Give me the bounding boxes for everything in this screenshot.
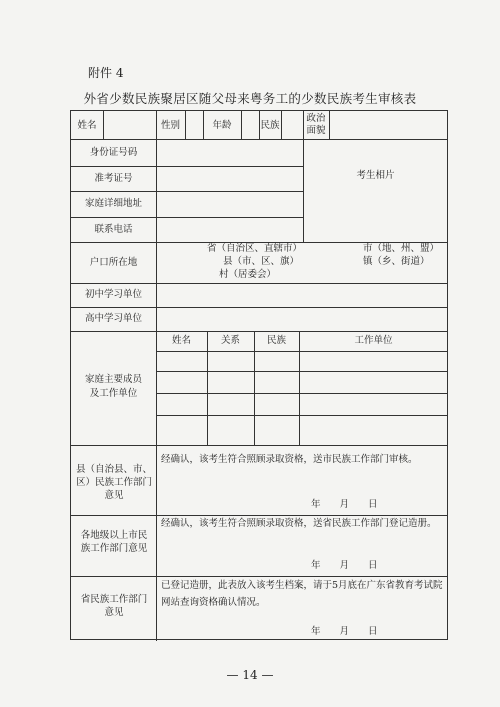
province-review-label: 省民族工作部门意见 [80, 594, 148, 618]
family-label-1: 家庭主要成员 [84, 374, 142, 385]
family-label-2: 及工作单位 [89, 388, 138, 399]
senior-school-label: 高中学习单位 [84, 313, 142, 324]
gender-label: 性别 [160, 120, 180, 131]
political-status-label-2: 面貌 [306, 125, 326, 136]
family-header-workplace: 工作单位 [354, 335, 393, 346]
family-header-relation: 关系 [220, 335, 240, 346]
exam-number-label: 准考证号 [94, 173, 133, 184]
city-review-text: 经确认，该考生符合照顾录取资格，送省民族工作部门登记造册。 [161, 518, 437, 529]
phone-label: 联系电话 [94, 224, 133, 235]
id-number-label: 身份证号码 [89, 147, 138, 158]
hukou-city: 市（地、州、盟） [363, 243, 440, 254]
city-review-date: 年 月 日 [311, 560, 378, 571]
ethnicity-label: 民族 [260, 120, 280, 131]
political-status-label-1: 政治 [306, 113, 326, 124]
hukou-province: 省（自治区、直辖市） [207, 243, 303, 254]
name-label: 姓名 [77, 120, 97, 131]
junior-school-label: 初中学习单位 [84, 289, 142, 300]
hukou-village: 村（居委会） [219, 269, 277, 280]
family-header-name: 姓名 [171, 335, 191, 346]
hukou-label: 户口所在地 [89, 257, 138, 268]
annex-label: 附件 4 [88, 66, 124, 80]
page-number: — 14 — [226, 668, 274, 682]
hukou-town: 镇（乡、街道） [363, 256, 430, 267]
photo-label: 考生相片 [356, 170, 395, 181]
county-review-text: 经确认，该考生符合照顾录取资格，送市民族工作部门审核。 [161, 454, 418, 465]
age-label: 年龄 [212, 120, 232, 131]
hukou-county: 县（市、区、旗） [223, 256, 300, 267]
family-header-ethnicity: 民族 [266, 335, 286, 346]
county-review-label: 县（自治县、市、区）民族工作部门意见 [75, 464, 152, 501]
county-review-date: 年 月 日 [311, 499, 378, 510]
form-title: 外省少数民族聚居区随父母来粤务工的少数民族考生审核表 [83, 91, 417, 106]
province-review-date: 年 月 日 [311, 626, 378, 637]
home-address-label: 家庭详细地址 [84, 198, 142, 209]
province-review-text: 已登记造册，此表放入该考生档案，请于5月底在广东省教育考试院网站查询资格确认情况。 [161, 580, 443, 608]
review-table [70, 110, 448, 640]
city-review-label: 各地级以上市民族工作部门意见 [80, 530, 148, 554]
